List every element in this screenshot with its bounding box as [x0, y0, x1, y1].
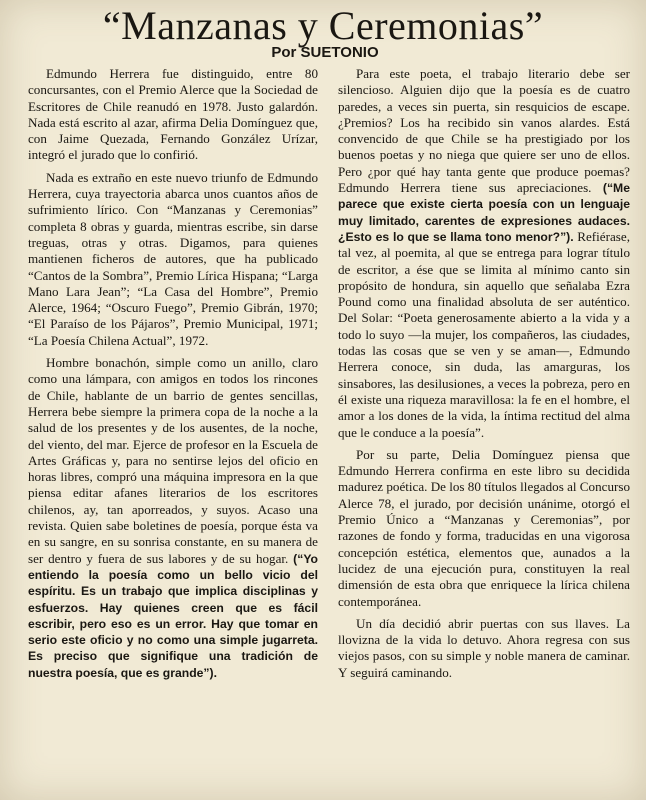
right-column [338, 66, 630, 796]
paragraph [28, 355, 318, 681]
quote-bold: (“Me parece que existe cierta poesía con un lenguaje muy limitado, carentes de expresiones audaces. ¿Esto es lo que se llama tono menor?”). [338, 181, 630, 244]
paragraph [338, 66, 630, 441]
left-column [28, 66, 318, 796]
article-title: “Manzanas y Ceremonias” [102, 3, 544, 48]
paragraph: Por su parte, Delia Domínguez piensa que Edmundo Herrera confirma en este libro su decidida madurez poética. De los 80 títulos llegados al Concurso Alerce 78, el jurado, por decisión unánime, otorgó el Premio Único a “Manzanas y Ceremonias”, por razones de fondo y forma, traducidas en una vigorosa concepción estética, elementos que, aunados a la lucidez de una ejecución pura, constituyen la real dimensión de esta obra que enriquece la lírica chilena contemporánea. [338, 446, 630, 609]
paragraph-text: Hombre bonachón, simple como un anillo, claro como una lámpara, con amigos en todos los rincones de Chile, hablante de un barrio de gentes sencillas, Herrera bebe siempre la primera copa de la noche a la salud de los presentes y de los ausentes, de la noche, del viento, del mar. Ejerce de profesor en la Escuela de Artes Gráficas y, para no sentirse lejos del oficio en horas libres, compró una máquina impresora en la que piensa editar afanes literarios de los escritores chilenos, ay, tan aporreados, y suyos. Acaso una revista. Quien sabe boletines de poesía, porque ésta va en su sangre, en su sonrisa constante, en su manera de ser dentro y fuera de sus labores y de su hogar. [28, 355, 318, 566]
article-byline: Por SUETONIO [271, 44, 379, 61]
quote-bold: (“Yo entiendo la poesía como un bello vicio del espíritu. Es un trabajo que implica disciplinas y esfuerzos. Hay quienes creen que es fácil escribir, pero eso es un error. Hay que tomar en serio este oficio y no como una simple jugarreta. Es preciso que signifique una tradición de nuestra poesía, que es grande”). [28, 551, 318, 680]
paragraph-text: Refiérase, tal vez, al poemita, al que se entrega para lograr título de escritor, a ése que se limita al mínimo canto sin propósito de hondura, sin aquello que señalaba Ezra Pound como una finalidad absoluta de ser auténtico. Del Solar: “Poeta generosamente abierto a la vida y a todo lo suyo —la mujer, los compañeros, las ciudades, todas las cosas que se ven y se aman—, Edmundo Herrera conoce, sin duda, las amarguras, los sinsabores, las desilusiones, a veces la pobreza, pero en él existe una riqueza maravillosa: la fe en el hombre, el amor a los dones de la vida, la íntima rectitud del alma que le conduce a la poesía”. [338, 228, 630, 440]
paragraph: Un día decidió abrir puertas con sus llaves. La lloviznа de la vida lo detuvo. Ahora regresa con sus viejos pasos, con su simple y noble manera de caminar. Y seguirá caminando. [338, 615, 630, 680]
paragraph: Nada es extraño en este nuevo triunfo de Edmundo Herrera, cuya trayectoria abarca unos cuantos años de sufrimiento lírico. Con “Manzanas y Ceremonias” completa 8 obras y guarda, mientras escribe, sin darse treguas, otras y otras. Digamos, para quienes mantienen ficheros de autores, que ha publicado “Cantos de la Sombra”, Premio Lírica Hispana; “Larga Mano Lara Jean”; “La Casa del Hombre”, Premio Alerce, 1964; “Oscuro Fuego”, Premio Gibrán, 1970; “El Paraíso de los Pájaros”, Premio Municipal, 1971; “La Poesía Chilena Actual”, 1972. [28, 169, 318, 348]
paragraph: Edmundo Herrera fue distinguido, entre 80 concursantes, con el Premio Alerce que la Sociedad de Escritores de Chile reanudó en 1978. Justo galardón. Nada está escrito al azar, afirma Delia Domínguez que, con Jaime Quezada, Fernando González Urízar, integró el jurado que lo confirió. [28, 66, 318, 163]
paragraph-text: Para este poeta, el trabajo literario debe ser silencioso. Alguien dijo que la poesía es de cuatro paredes, a veces sin puerta, sin resquicios de escape. ¿Premios? Los ha recibido sin vanos alardes. Está convencido de que Chile se ha prestigiado por los buenos poetas y no niega que quiere ser uno de ellos. Pero ¿por qué hay tanta gente que produce poemas? Edmundo Herrera tiene sus apreciaciones. [338, 66, 630, 196]
